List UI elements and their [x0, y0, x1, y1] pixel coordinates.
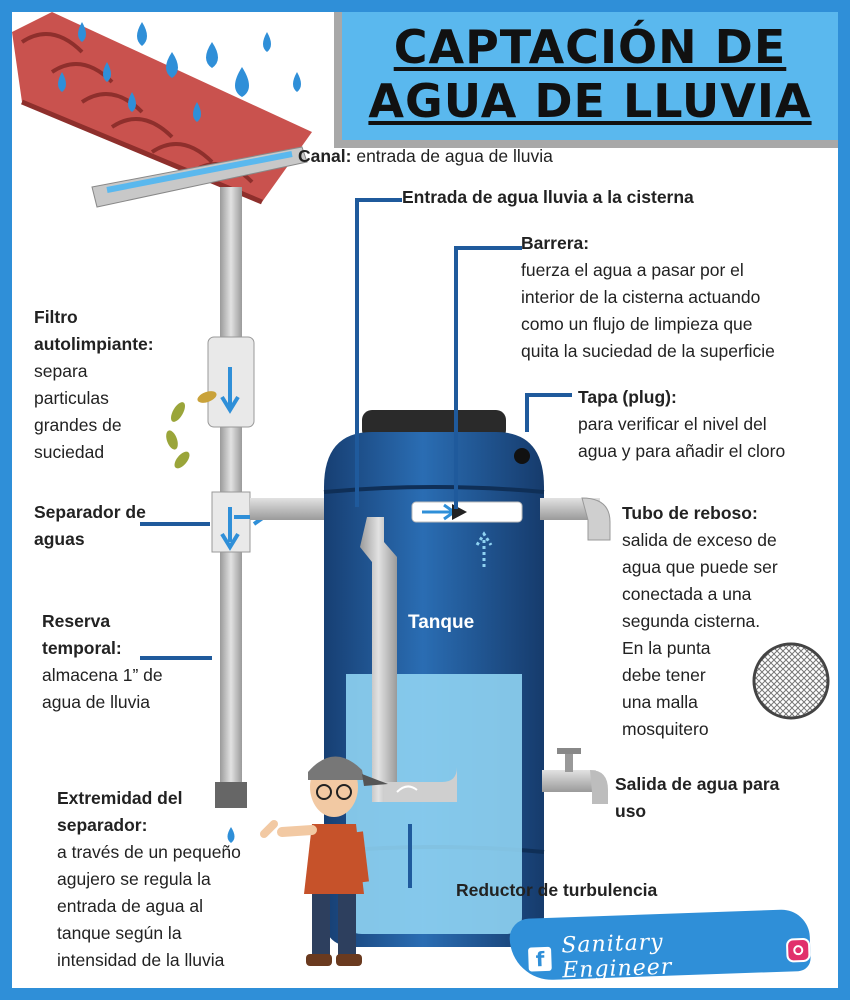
label-separador	[34, 499, 146, 553]
label-tapa-head: Tapa (plug):	[578, 387, 677, 407]
label-rebose-line: una malla	[622, 692, 698, 712]
label-reserva	[42, 608, 163, 716]
label-reserva-head: temporal:	[42, 638, 122, 658]
label-filtro	[34, 304, 154, 466]
label-extremidad	[57, 785, 241, 974]
title-banner	[334, 12, 838, 148]
label-canal-head: Canal:	[298, 146, 352, 166]
label-extremidad-line: a través de un pequeño	[57, 842, 241, 862]
leaves	[164, 389, 218, 471]
label-filtro-head: Filtro	[34, 307, 78, 327]
label-entrada-head: Entrada de agua lluvia a la cisterna	[402, 187, 694, 207]
label-filtro-line: suciedad	[34, 442, 105, 462]
label-rebose-line: En la punta	[622, 638, 711, 658]
label-reductor	[456, 877, 657, 904]
label-reductor-head: Reductor de turbulencia	[456, 880, 658, 900]
label-barrera-head: Barrera:	[521, 233, 590, 253]
label-rebose	[622, 500, 778, 743]
label-reserva-line: almacena 1” de	[42, 665, 163, 685]
label-barrera	[521, 230, 775, 365]
social-badge	[509, 909, 811, 984]
label-salida	[615, 771, 779, 825]
label-rebose-line: mosquitero	[622, 719, 709, 739]
label-extremidad-line: entrada de agua al	[57, 896, 203, 916]
label-filtro-head: autolimpiante:	[34, 334, 154, 354]
label-reserva-head: Reserva	[42, 611, 111, 631]
label-canal-text: entrada de agua de lluvia	[351, 146, 553, 166]
label-filtro-line: particulas	[34, 388, 109, 408]
label-separador-head: aguas	[34, 529, 85, 549]
label-rebose-head: Tubo de reboso:	[622, 503, 758, 523]
label-extremidad-head: Extremidad del	[57, 788, 183, 808]
title-line-1: CAPTACIÓN DE	[393, 20, 787, 74]
label-rebose-line: debe tener	[622, 665, 706, 685]
label-barrera-line: fuerza el agua a pasar por el	[521, 260, 744, 280]
label-rebose-line: segunda cisterna.	[622, 611, 761, 631]
label-tapa-line: para verificar el nivel del	[578, 414, 767, 434]
label-barrera-line: interior de la cisterna actuando	[521, 287, 761, 307]
label-tapa	[578, 384, 785, 465]
title-line-2: AGUA DE LLUVIA	[368, 74, 812, 128]
label-barrera-line: quita la suciedad de la superficie	[521, 341, 775, 361]
label-extremidad-line: intensidad de la lluvia	[57, 950, 225, 970]
label-barrera-line: como un flujo de limpieza que	[521, 314, 753, 334]
label-extremidad-line: agujero se regula la	[57, 869, 211, 889]
overflow-pipe	[540, 498, 610, 540]
label-entrada	[402, 184, 694, 211]
tank-label: Tanque	[408, 612, 475, 633]
label-extremidad-head: separador:	[57, 815, 148, 835]
instagram-icon[interactable]	[786, 938, 810, 963]
label-extremidad-line: tanque según la	[57, 923, 182, 943]
label-rebose-line: agua que puede ser	[622, 557, 778, 577]
infographic-page	[12, 12, 838, 988]
faucet	[542, 748, 608, 804]
label-canal	[298, 143, 553, 170]
label-rebose-line: conectada a una	[622, 584, 752, 604]
brand-name: Sanitary Engineer	[560, 929, 673, 984]
label-rebose-line: salida de exceso de	[622, 530, 777, 550]
label-filtro-line: grandes de	[34, 415, 122, 435]
label-salida-head: Salida de agua para	[615, 774, 780, 794]
label-filtro-line: separa	[34, 361, 88, 381]
label-separador-head: Separador de	[34, 502, 146, 522]
facebook-icon[interactable]: f	[528, 947, 552, 972]
label-reserva-line: agua de lluvia	[42, 692, 150, 712]
label-tapa-line: agua y para añadir el cloro	[578, 441, 786, 461]
label-salida-head: uso	[615, 801, 647, 821]
